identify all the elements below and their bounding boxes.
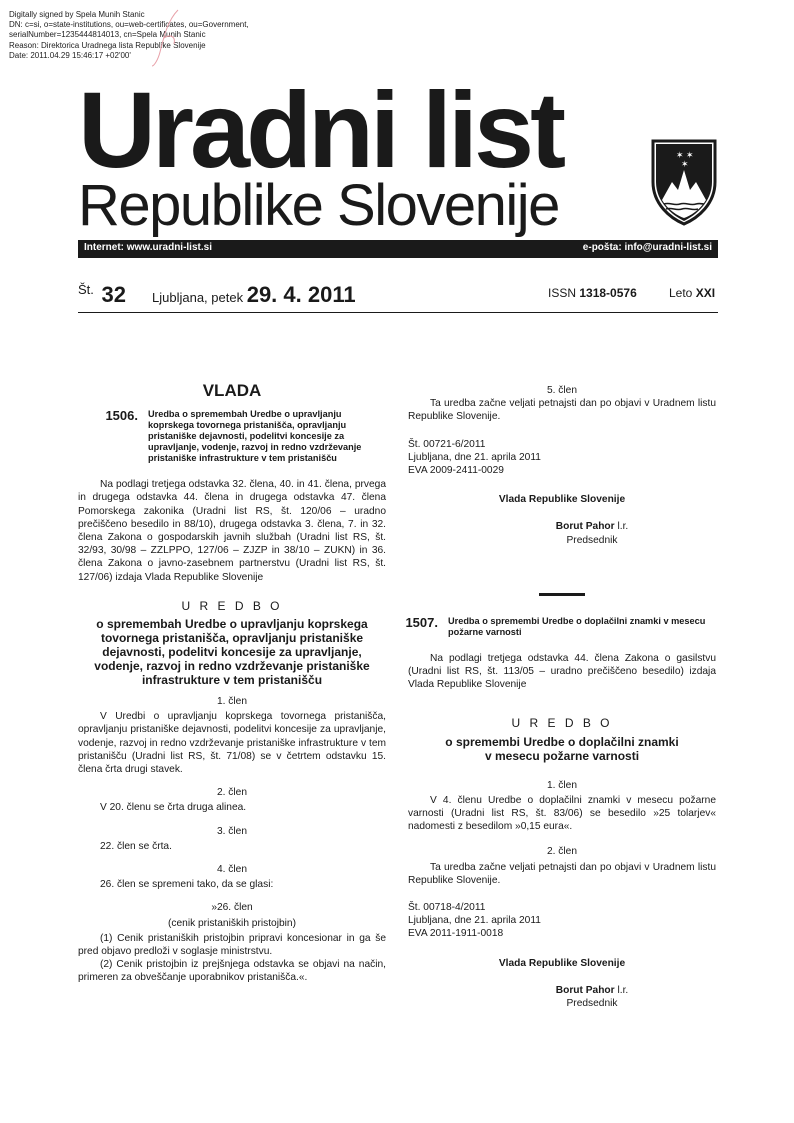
article-text: V 4. členu Uredbe o doplačilni znamki v mesecu požarne varnosti (Uradni list RS, št. 83/06) se besedilo »25 tolarjev« nadomesti z besedilom »0,15 eura«. <box>408 794 716 833</box>
article-heading: »26. člen <box>211 902 253 914</box>
regulation-title-line: v mesecu požarne varnosti <box>484 748 640 763</box>
act-title: Uredba o spremembi Uredbe o doplačilni znamki v mesecu požarne varnosti <box>448 615 706 637</box>
reference-number: Št. 00721-6/2011 <box>408 438 486 450</box>
masthead-contact-bar <box>78 240 718 258</box>
issue-number <box>78 282 126 308</box>
right-column <box>405 384 716 1010</box>
act-title: Uredba o spremembah Uredbe o upravljanju koprskega tovornega pristanišča, opravljanju pristaniške dejavnosti, podelitvi koncesije za upravljanje, vodenje, razvoj in redno vzdrževanje pristaniške infrastrukture v tem pristanišču <box>148 409 362 464</box>
svg-text:✶: ✶ <box>681 160 689 170</box>
article-text: Ta uredba začne veljati petnajsti dan po objavi v Uradnem listu Republike Slovenije. <box>408 398 716 423</box>
act-heading <box>78 409 386 464</box>
svg-text:✶: ✶ <box>676 151 684 161</box>
header-divider <box>78 312 718 313</box>
signatory-lr: l.r. <box>617 984 629 996</box>
signatory <box>408 520 716 533</box>
regulation-title-line: o spremembi Uredbe o doplačilni znamki <box>445 734 679 749</box>
signatory-name: Borut Pahor <box>555 984 615 996</box>
masthead-title: Uradni list <box>78 69 563 190</box>
left-column <box>78 381 386 985</box>
issue-date-value: 29. 4. 2011 <box>246 282 356 307</box>
svg-text:✶: ✶ <box>686 151 694 161</box>
signature-line: serialNumber=1235444814013, cn=Spela Munih Stanic <box>9 30 206 40</box>
reference-date: Ljubljana, dne 21. aprila 2011 <box>408 451 541 463</box>
article-heading: 3. člen <box>216 825 247 837</box>
act-number: 1506. <box>105 408 138 424</box>
preamble: Na podlagi tretjega odstavka 44. člena Zakona o gasilstvu (Uradni list RS, št. 113/05 – uradno prečiščeno besedilo) izdaja Vlada Republike Slovenije <box>408 652 716 691</box>
signatory-lr: l.r. <box>617 521 629 533</box>
signature-line: Digitally signed by Spela Munih Stanic <box>9 10 145 19</box>
year-label: Leto <box>669 286 693 300</box>
website-link[interactable]: Internet: www.uradni-list.si <box>84 242 212 253</box>
preamble: Na podlagi tretjega odstavka 32. člena, 40. in 41. člena, prvega in drugega odstavka 44. člena in drugega odstavka 47. člena Pomorskega zakonika (Uradni list RS, št. 120/06 – uradno prečiščeno besedilo in 88/10), drugega odstavka 3. člena, 7. in 32. člena Zakona o gospodarskih javnih službah (Uradni list RS, št. 32/93, 30/98 – ZZLPPO, 127/06 – ZJZP in 38/10 – ZUKN) in 36. člena Zakona o javno-zasebnem partnerstvu (Uradni list RS, št. 127/06) izdaja Vlada Republike Slovenije <box>78 479 386 583</box>
issue-date <box>152 282 356 308</box>
act-number: 1507. <box>405 614 438 630</box>
reference-number: Št. 00718-4/2011 <box>408 902 486 914</box>
issue-place: Ljubljana, petek <box>152 290 244 305</box>
uredbo-heading: U R E D B O <box>181 598 283 613</box>
reference-date: Ljubljana, dne 21. aprila 2011 <box>408 915 541 927</box>
article-text: 26. člen se spremeni tako, da se glasi: <box>100 879 274 891</box>
signature-line: Date: 2011.04.29 15:46:17 +02'00' <box>9 50 131 60</box>
issuer: Vlada Republike Slovenije <box>498 494 626 506</box>
issue-label: Št. <box>78 282 94 297</box>
issn-value: 1318-0576 <box>579 286 637 300</box>
signature-line: Reason: Direktorica Uradnega lista Republike Slovenije <box>9 40 206 50</box>
signatory <box>408 984 716 997</box>
issue-year <box>669 286 715 300</box>
issue-issn <box>548 286 637 300</box>
reference-block <box>408 901 716 941</box>
regulation-title <box>408 735 716 763</box>
article-heading: 1. člen <box>216 696 247 708</box>
paragraph: (2) Cenik pristojbin iz prejšnjega odstavka se objavi na način, primeren za obveščanje uporabnikov pristanišča.«. <box>78 959 386 984</box>
signatory-role: Predsednik <box>566 998 618 1010</box>
section-heading: VLADA <box>202 381 262 400</box>
issn-label: ISSN <box>548 286 577 300</box>
article-heading: 2. člen <box>216 787 247 799</box>
article-text: V Uredbi o upravljanju koprskega tovornega pristanišča, opravljanju pristaniške dejavnosti, podelitvi koncesije za upravljanje, vodenje, razvoj in redno vzdrževanje pristaniške infrastrukture v tem pristanišču (Uradni list RS, št. 71/08) se v četrtem odstavku 15. člena črta drugi stavek. <box>78 711 386 776</box>
signature-scribble <box>150 8 190 68</box>
act-separator <box>539 593 585 596</box>
masthead-subtitle: Republike Slovenije <box>78 173 559 238</box>
article-text: Ta uredba začne veljati petnajsti dan po objavi v Uradnem listu Republike Slovenije. <box>408 861 716 886</box>
article-heading: 1. člen <box>546 779 577 791</box>
signature-line: DN: c=si, o=state-institutions, ou=web-certificates, ou=Government, <box>9 20 249 30</box>
article-subtitle: (cenik pristaniških pristojbin) <box>168 917 296 929</box>
act-heading <box>378 616 716 638</box>
article-text: 22. člen se črta. <box>100 840 172 852</box>
coat-of-arms-icon <box>650 138 718 226</box>
article-heading: 2. člen <box>546 846 577 858</box>
reference-block <box>408 438 716 478</box>
article-heading: 5. člen <box>546 385 577 396</box>
article-text: V 20. členu se črta druga alinea. <box>100 802 247 814</box>
reference-eva: EVA 2011-1911-0018 <box>408 928 504 940</box>
uredbo-heading: U R E D B O <box>511 716 613 731</box>
issuer: Vlada Republike Slovenije <box>498 957 626 969</box>
paragraph: (1) Cenik pristaniških pristojbin pripravi koncesionar in ga še pred objavo predloži v soglasje ministrstvu. <box>78 932 386 958</box>
regulation-title: o spremembah Uredbe o upravljanju koprskega tovornega pristanišča, opravljanju pristaniške dejavnosti, podelitvi koncesije za upravljanje, vodenje, razvoj in redno vzdrževanje pristaniške infrastrukture v tem pristanišču <box>94 617 370 688</box>
signatory-name: Borut Pahor <box>555 521 615 533</box>
signatory-role: Predsednik <box>566 534 618 546</box>
issue-value: 32 <box>101 282 127 307</box>
reference-eva: EVA 2009-2411-0029 <box>408 465 504 477</box>
article-heading: 4. člen <box>216 864 247 876</box>
email-link[interactable]: e-pošta: info@uradni-list.si <box>582 242 712 253</box>
digital-signature <box>9 10 249 61</box>
year-value: XXI <box>695 286 716 300</box>
